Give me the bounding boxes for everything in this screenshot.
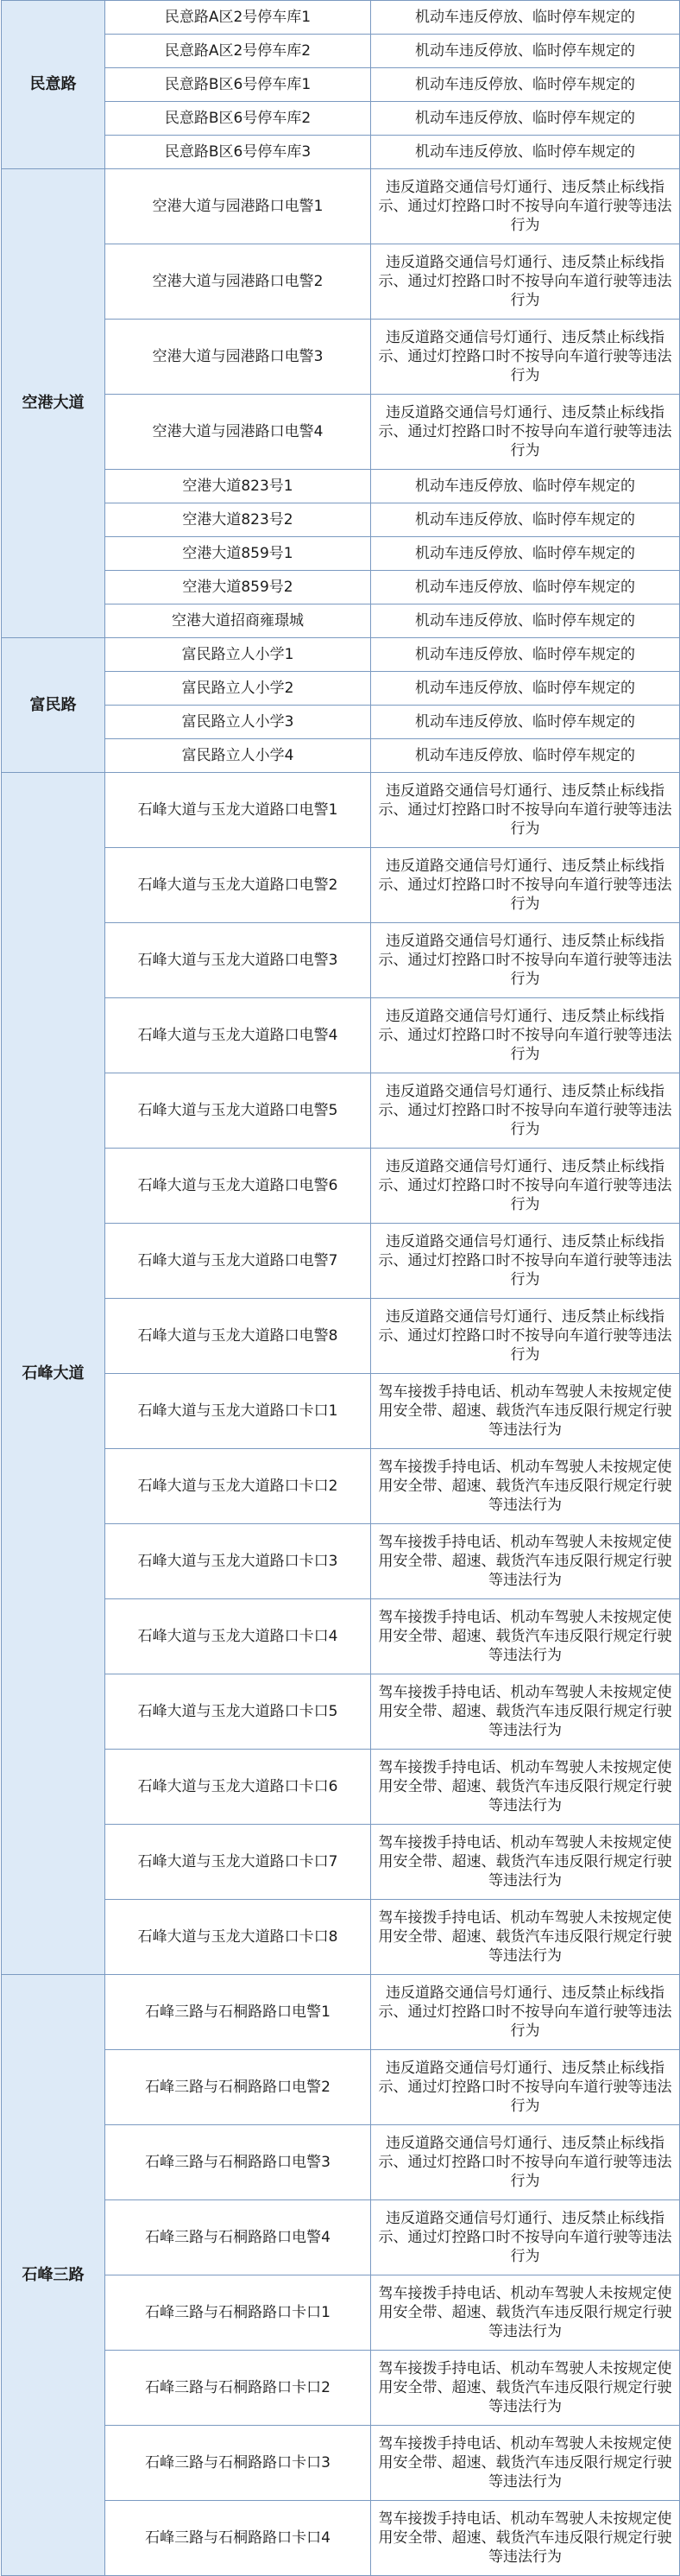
violation-type-cell: 违反道路交通信号灯通行、违反禁止标线指示、通过灯控路口时不按导向车道行驶等违法行为 xyxy=(371,169,680,244)
violation-type-cell: 违反道路交通信号灯通行、违反禁止标线指示、通过灯控路口时不按导向车道行驶等违法行为 xyxy=(371,1149,680,1224)
violation-type-cell: 违反道路交通信号灯通行、违反禁止标线指示、通过灯控路口时不按导向车道行驶等违法行为 xyxy=(371,2050,680,2125)
road-name-cell: 空港大道 xyxy=(2,169,105,638)
violation-type-cell: 违反道路交通信号灯通行、违反禁止标线指示、通过灯控路口时不按导向车道行驶等违法行为 xyxy=(371,998,680,1073)
violation-type-cell: 机动车违反停放、临时停车规定的 xyxy=(371,672,680,706)
violation-location-table xyxy=(1,0,680,2576)
location-cell: 石峰大道与玉龙大道路口电警2 xyxy=(105,848,371,923)
location-cell: 石峰大道与玉龙大道路口卡口7 xyxy=(105,1825,371,1900)
location-cell: 民意路B区6号停车库1 xyxy=(105,68,371,102)
location-cell: 石峰三路与石桐路路口电警3 xyxy=(105,2125,371,2200)
location-cell: 石峰三路与石桐路路口卡口2 xyxy=(105,2351,371,2426)
violation-type-cell: 机动车违反停放、临时停车规定的 xyxy=(371,1,680,35)
violation-type-cell: 机动车违反停放、临时停车规定的 xyxy=(371,571,680,604)
location-cell: 空港大道与园港路口电警3 xyxy=(105,320,371,395)
location-cell: 民意路A区2号停车库2 xyxy=(105,35,371,68)
location-cell: 石峰大道与玉龙大道路口卡口3 xyxy=(105,1524,371,1599)
violation-type-cell: 违反道路交通信号灯通行、违反禁止标线指示、通过灯控路口时不按导向车道行驶等违法行为 xyxy=(371,773,680,848)
violation-type-cell: 机动车违反停放、临时停车规定的 xyxy=(371,638,680,672)
violation-type-cell: 驾车接拨手持电话、机动车驾驶人未按规定使用安全带、超速、载货汽车违反限行规定行驶等违法行为 xyxy=(371,1900,680,1975)
location-cell: 空港大道与园港路口电警2 xyxy=(105,244,371,320)
violation-type-cell: 机动车违反停放、临时停车规定的 xyxy=(371,503,680,537)
road-name-cell: 民意路 xyxy=(2,1,105,169)
location-cell: 民意路A区2号停车库1 xyxy=(105,1,371,35)
violation-type-cell: 机动车违反停放、临时停车规定的 xyxy=(371,604,680,638)
location-cell: 空港大道859号2 xyxy=(105,571,371,604)
violation-type-cell: 机动车违反停放、临时停车规定的 xyxy=(371,470,680,503)
location-cell: 富民路立人小学1 xyxy=(105,638,371,672)
location-cell: 石峰大道与玉龙大道路口电警1 xyxy=(105,773,371,848)
violation-type-cell: 驾车接拨手持电话、机动车驾驶人未按规定使用安全带、超速、载货汽车违反限行规定行驶等违法行为 xyxy=(371,2501,680,2576)
violation-type-cell: 驾车接拨手持电话、机动车驾驶人未按规定使用安全带、超速、载货汽车违反限行规定行驶等违法行为 xyxy=(371,2426,680,2501)
violation-type-cell: 违反道路交通信号灯通行、违反禁止标线指示、通过灯控路口时不按导向车道行驶等违法行为 xyxy=(371,395,680,470)
location-cell: 空港大道招商雍璟城 xyxy=(105,604,371,638)
violation-type-cell: 机动车违反停放、临时停车规定的 xyxy=(371,136,680,169)
location-cell: 空港大道859号1 xyxy=(105,537,371,571)
road-name-cell: 石峰三路 xyxy=(2,1975,105,2576)
location-cell: 石峰大道与玉龙大道路口电警7 xyxy=(105,1224,371,1299)
violation-type-cell: 驾车接拨手持电话、机动车驾驶人未按规定使用安全带、超速、载货汽车违反限行规定行驶等违法行为 xyxy=(371,1449,680,1524)
location-cell: 民意路B区6号停车库2 xyxy=(105,102,371,136)
location-cell: 富民路立人小学3 xyxy=(105,706,371,739)
violation-type-cell: 驾车接拨手持电话、机动车驾驶人未按规定使用安全带、超速、载货汽车违反限行规定行驶等违法行为 xyxy=(371,1374,680,1449)
location-cell: 民意路B区6号停车库3 xyxy=(105,136,371,169)
violation-type-cell: 驾车接拨手持电话、机动车驾驶人未按规定使用安全带、超速、载货汽车违反限行规定行驶等违法行为 xyxy=(371,2275,680,2351)
violation-type-cell: 违反道路交通信号灯通行、违反禁止标线指示、通过灯控路口时不按导向车道行驶等违法行为 xyxy=(371,848,680,923)
violation-type-cell: 违反道路交通信号灯通行、违反禁止标线指示、通过灯控路口时不按导向车道行驶等违法行为 xyxy=(371,923,680,998)
location-cell: 石峰三路与石桐路路口电警1 xyxy=(105,1975,371,2050)
violation-type-cell: 机动车违反停放、临时停车规定的 xyxy=(371,35,680,68)
table-row xyxy=(2,169,680,244)
road-name-cell: 富民路 xyxy=(2,638,105,773)
violation-type-cell: 驾车接拨手持电话、机动车驾驶人未按规定使用安全带、超速、载货汽车违反限行规定行驶等违法行为 xyxy=(371,1750,680,1825)
violation-type-cell: 违反道路交通信号灯通行、违反禁止标线指示、通过灯控路口时不按导向车道行驶等违法行为 xyxy=(371,2125,680,2200)
location-cell: 石峰大道与玉龙大道路口卡口6 xyxy=(105,1750,371,1825)
violation-type-cell: 违反道路交通信号灯通行、违反禁止标线指示、通过灯控路口时不按导向车道行驶等违法行为 xyxy=(371,1975,680,2050)
location-cell: 石峰大道与玉龙大道路口电警4 xyxy=(105,998,371,1073)
road-name-cell: 石峰大道 xyxy=(2,773,105,1975)
violation-type-cell: 机动车违反停放、临时停车规定的 xyxy=(371,706,680,739)
location-cell: 石峰三路与石桐路路口卡口1 xyxy=(105,2275,371,2351)
table-body xyxy=(2,1,680,2576)
table-row xyxy=(2,773,680,848)
location-cell: 石峰大道与玉龙大道路口电警6 xyxy=(105,1149,371,1224)
location-cell: 石峰三路与石桐路路口电警2 xyxy=(105,2050,371,2125)
location-cell: 石峰大道与玉龙大道路口电警3 xyxy=(105,923,371,998)
violation-type-cell: 违反道路交通信号灯通行、违反禁止标线指示、通过灯控路口时不按导向车道行驶等违法行为 xyxy=(371,1299,680,1374)
location-cell: 石峰三路与石桐路路口电警4 xyxy=(105,2200,371,2275)
violation-type-cell: 驾车接拨手持电话、机动车驾驶人未按规定使用安全带、超速、载货汽车违反限行规定行驶等违法行为 xyxy=(371,1825,680,1900)
table-row xyxy=(2,1975,680,2050)
violation-type-cell: 机动车违反停放、临时停车规定的 xyxy=(371,739,680,773)
table-row xyxy=(2,1,680,35)
violation-type-cell: 驾车接拨手持电话、机动车驾驶人未按规定使用安全带、超速、载货汽车违反限行规定行驶等违法行为 xyxy=(371,2351,680,2426)
location-cell: 石峰大道与玉龙大道路口卡口5 xyxy=(105,1674,371,1750)
location-cell: 石峰大道与玉龙大道路口卡口4 xyxy=(105,1599,371,1674)
location-cell: 富民路立人小学4 xyxy=(105,739,371,773)
violation-type-cell: 违反道路交通信号灯通行、违反禁止标线指示、通过灯控路口时不按导向车道行驶等违法行为 xyxy=(371,1073,680,1149)
location-cell: 富民路立人小学2 xyxy=(105,672,371,706)
location-cell: 石峰大道与玉龙大道路口卡口2 xyxy=(105,1449,371,1524)
location-cell: 空港大道823号1 xyxy=(105,470,371,503)
location-cell: 石峰三路与石桐路路口卡口3 xyxy=(105,2426,371,2501)
violation-type-cell: 驾车接拨手持电话、机动车驾驶人未按规定使用安全带、超速、载货汽车违反限行规定行驶等违法行为 xyxy=(371,1524,680,1599)
location-cell: 空港大道与园港路口电警1 xyxy=(105,169,371,244)
location-cell: 空港大道与园港路口电警4 xyxy=(105,395,371,470)
location-cell: 石峰大道与玉龙大道路口电警8 xyxy=(105,1299,371,1374)
location-cell: 石峰大道与玉龙大道路口卡口1 xyxy=(105,1374,371,1449)
location-cell: 空港大道823号2 xyxy=(105,503,371,537)
violation-type-cell: 违反道路交通信号灯通行、违反禁止标线指示、通过灯控路口时不按导向车道行驶等违法行为 xyxy=(371,244,680,320)
location-cell: 石峰大道与玉龙大道路口电警5 xyxy=(105,1073,371,1149)
violation-type-cell: 机动车违反停放、临时停车规定的 xyxy=(371,68,680,102)
violation-type-cell: 驾车接拨手持电话、机动车驾驶人未按规定使用安全带、超速、载货汽车违反限行规定行驶等违法行为 xyxy=(371,1599,680,1674)
violation-type-cell: 违反道路交通信号灯通行、违反禁止标线指示、通过灯控路口时不按导向车道行驶等违法行为 xyxy=(371,1224,680,1299)
table-row xyxy=(2,638,680,672)
violation-type-cell: 驾车接拨手持电话、机动车驾驶人未按规定使用安全带、超速、载货汽车违反限行规定行驶等违法行为 xyxy=(371,1674,680,1750)
location-cell: 石峰大道与玉龙大道路口卡口8 xyxy=(105,1900,371,1975)
location-cell: 石峰三路与石桐路路口卡口4 xyxy=(105,2501,371,2576)
violation-type-cell: 机动车违反停放、临时停车规定的 xyxy=(371,102,680,136)
violation-type-cell: 违反道路交通信号灯通行、违反禁止标线指示、通过灯控路口时不按导向车道行驶等违法行为 xyxy=(371,2200,680,2275)
violation-type-cell: 机动车违反停放、临时停车规定的 xyxy=(371,537,680,571)
violation-type-cell: 违反道路交通信号灯通行、违反禁止标线指示、通过灯控路口时不按导向车道行驶等违法行为 xyxy=(371,320,680,395)
